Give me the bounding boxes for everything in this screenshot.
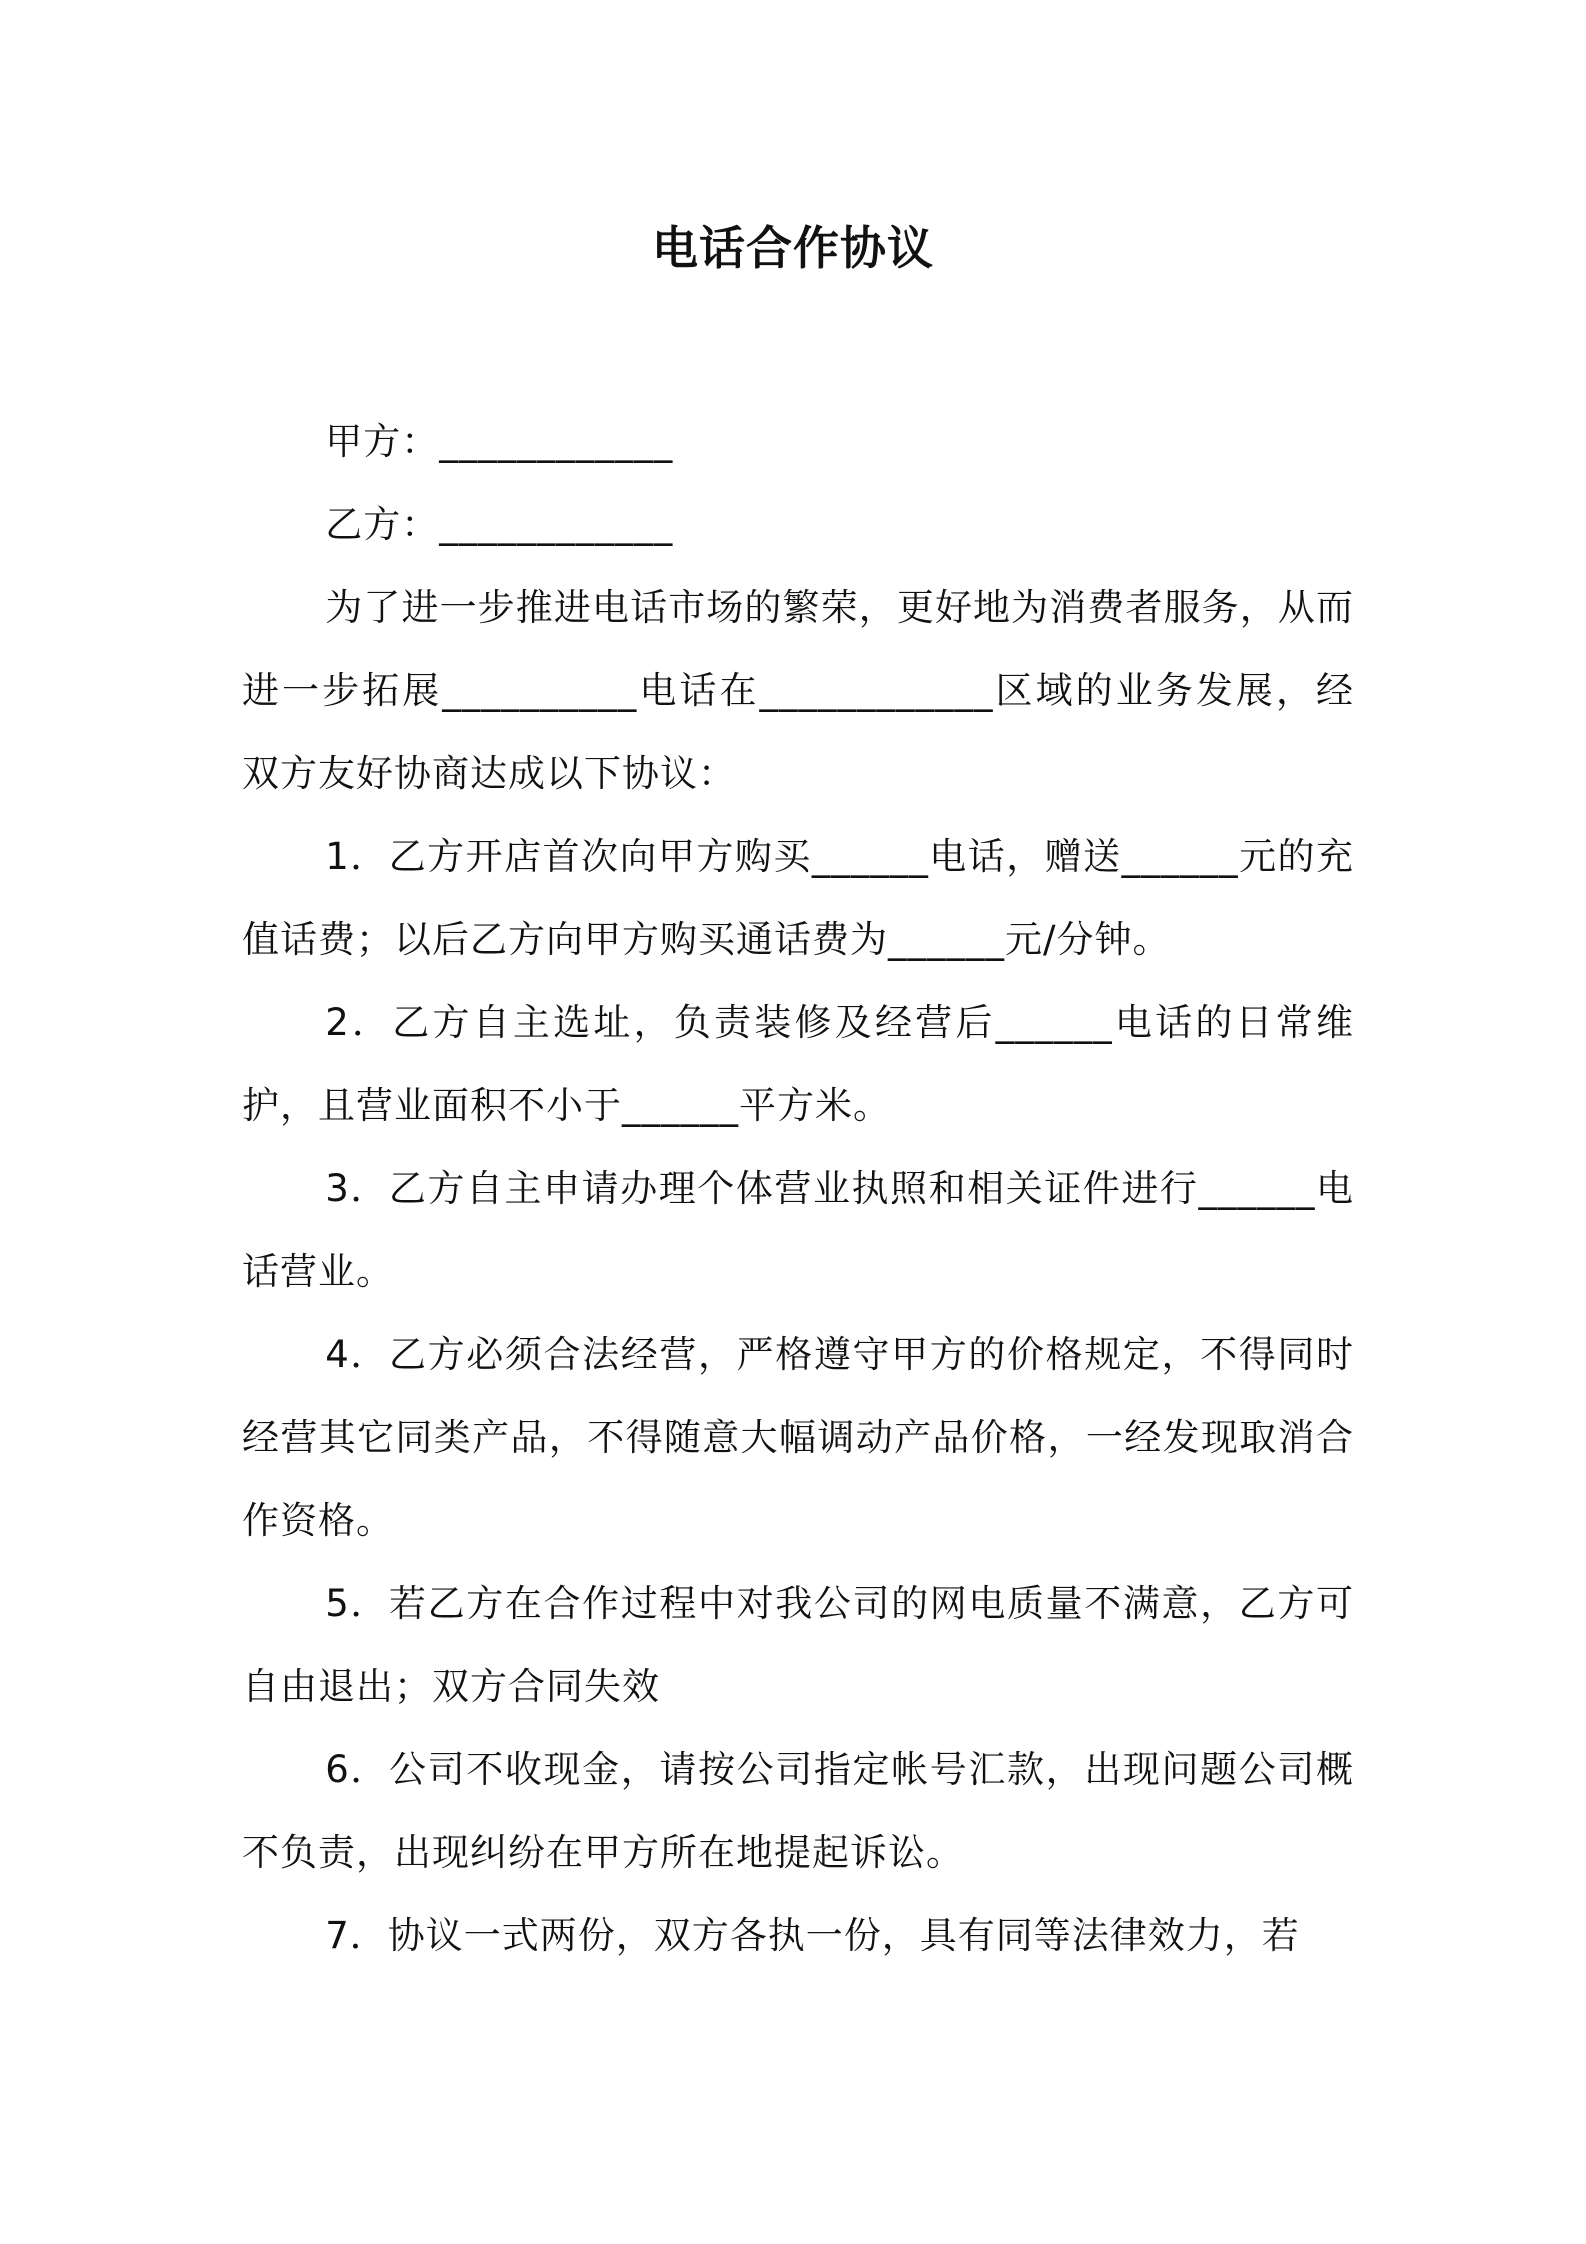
preamble-paragraph: 为了进一步推进电话市场的繁荣，更好地为消费者服务，从而进一步拓展__________电话在____________区域的业务发展，经双方友好协商达成以下协议： bbox=[242, 586, 1354, 795]
clause-5: 5．若乙方在合作过程中对我公司的网电质量不满意，乙方可自由退出；双方合同失效 bbox=[242, 1582, 1354, 1708]
clause-3: 3．乙方自主申请办理个体营业执照和相关证件进行______电话营业。 bbox=[242, 1167, 1354, 1293]
clause-4: 4．乙方必须合法经营，严格遵守甲方的价格规定，不得同时经营其它同类产品，不得随意大幅调动产品价格，一经发现取消合作资格。 bbox=[242, 1333, 1354, 1542]
party-b-line: 乙方：____________ bbox=[325, 503, 674, 546]
document-title: 电话合作协议 bbox=[652, 221, 934, 275]
clause-1: 1．乙方开店首次向甲方购买______电话，赠送______元的充值话费；以后乙方向甲方购买通话费为______元/分钟。 bbox=[242, 835, 1354, 961]
document-body bbox=[242, 400, 1354, 1977]
clause-7: 7．协议一式两份，双方各执一份，具有同等法律效力，若 bbox=[325, 1914, 1300, 1957]
party-a-line: 甲方：____________ bbox=[325, 420, 674, 463]
clause-2: 2．乙方自主选址，负责装修及经营后______电话的日常维护，且营业面积不小于______平方米。 bbox=[242, 1001, 1354, 1127]
clause-6: 6．公司不收现金，请按公司指定帐号汇款，出现问题公司概不负责，出现纠纷在甲方所在地提起诉讼。 bbox=[242, 1748, 1354, 1874]
